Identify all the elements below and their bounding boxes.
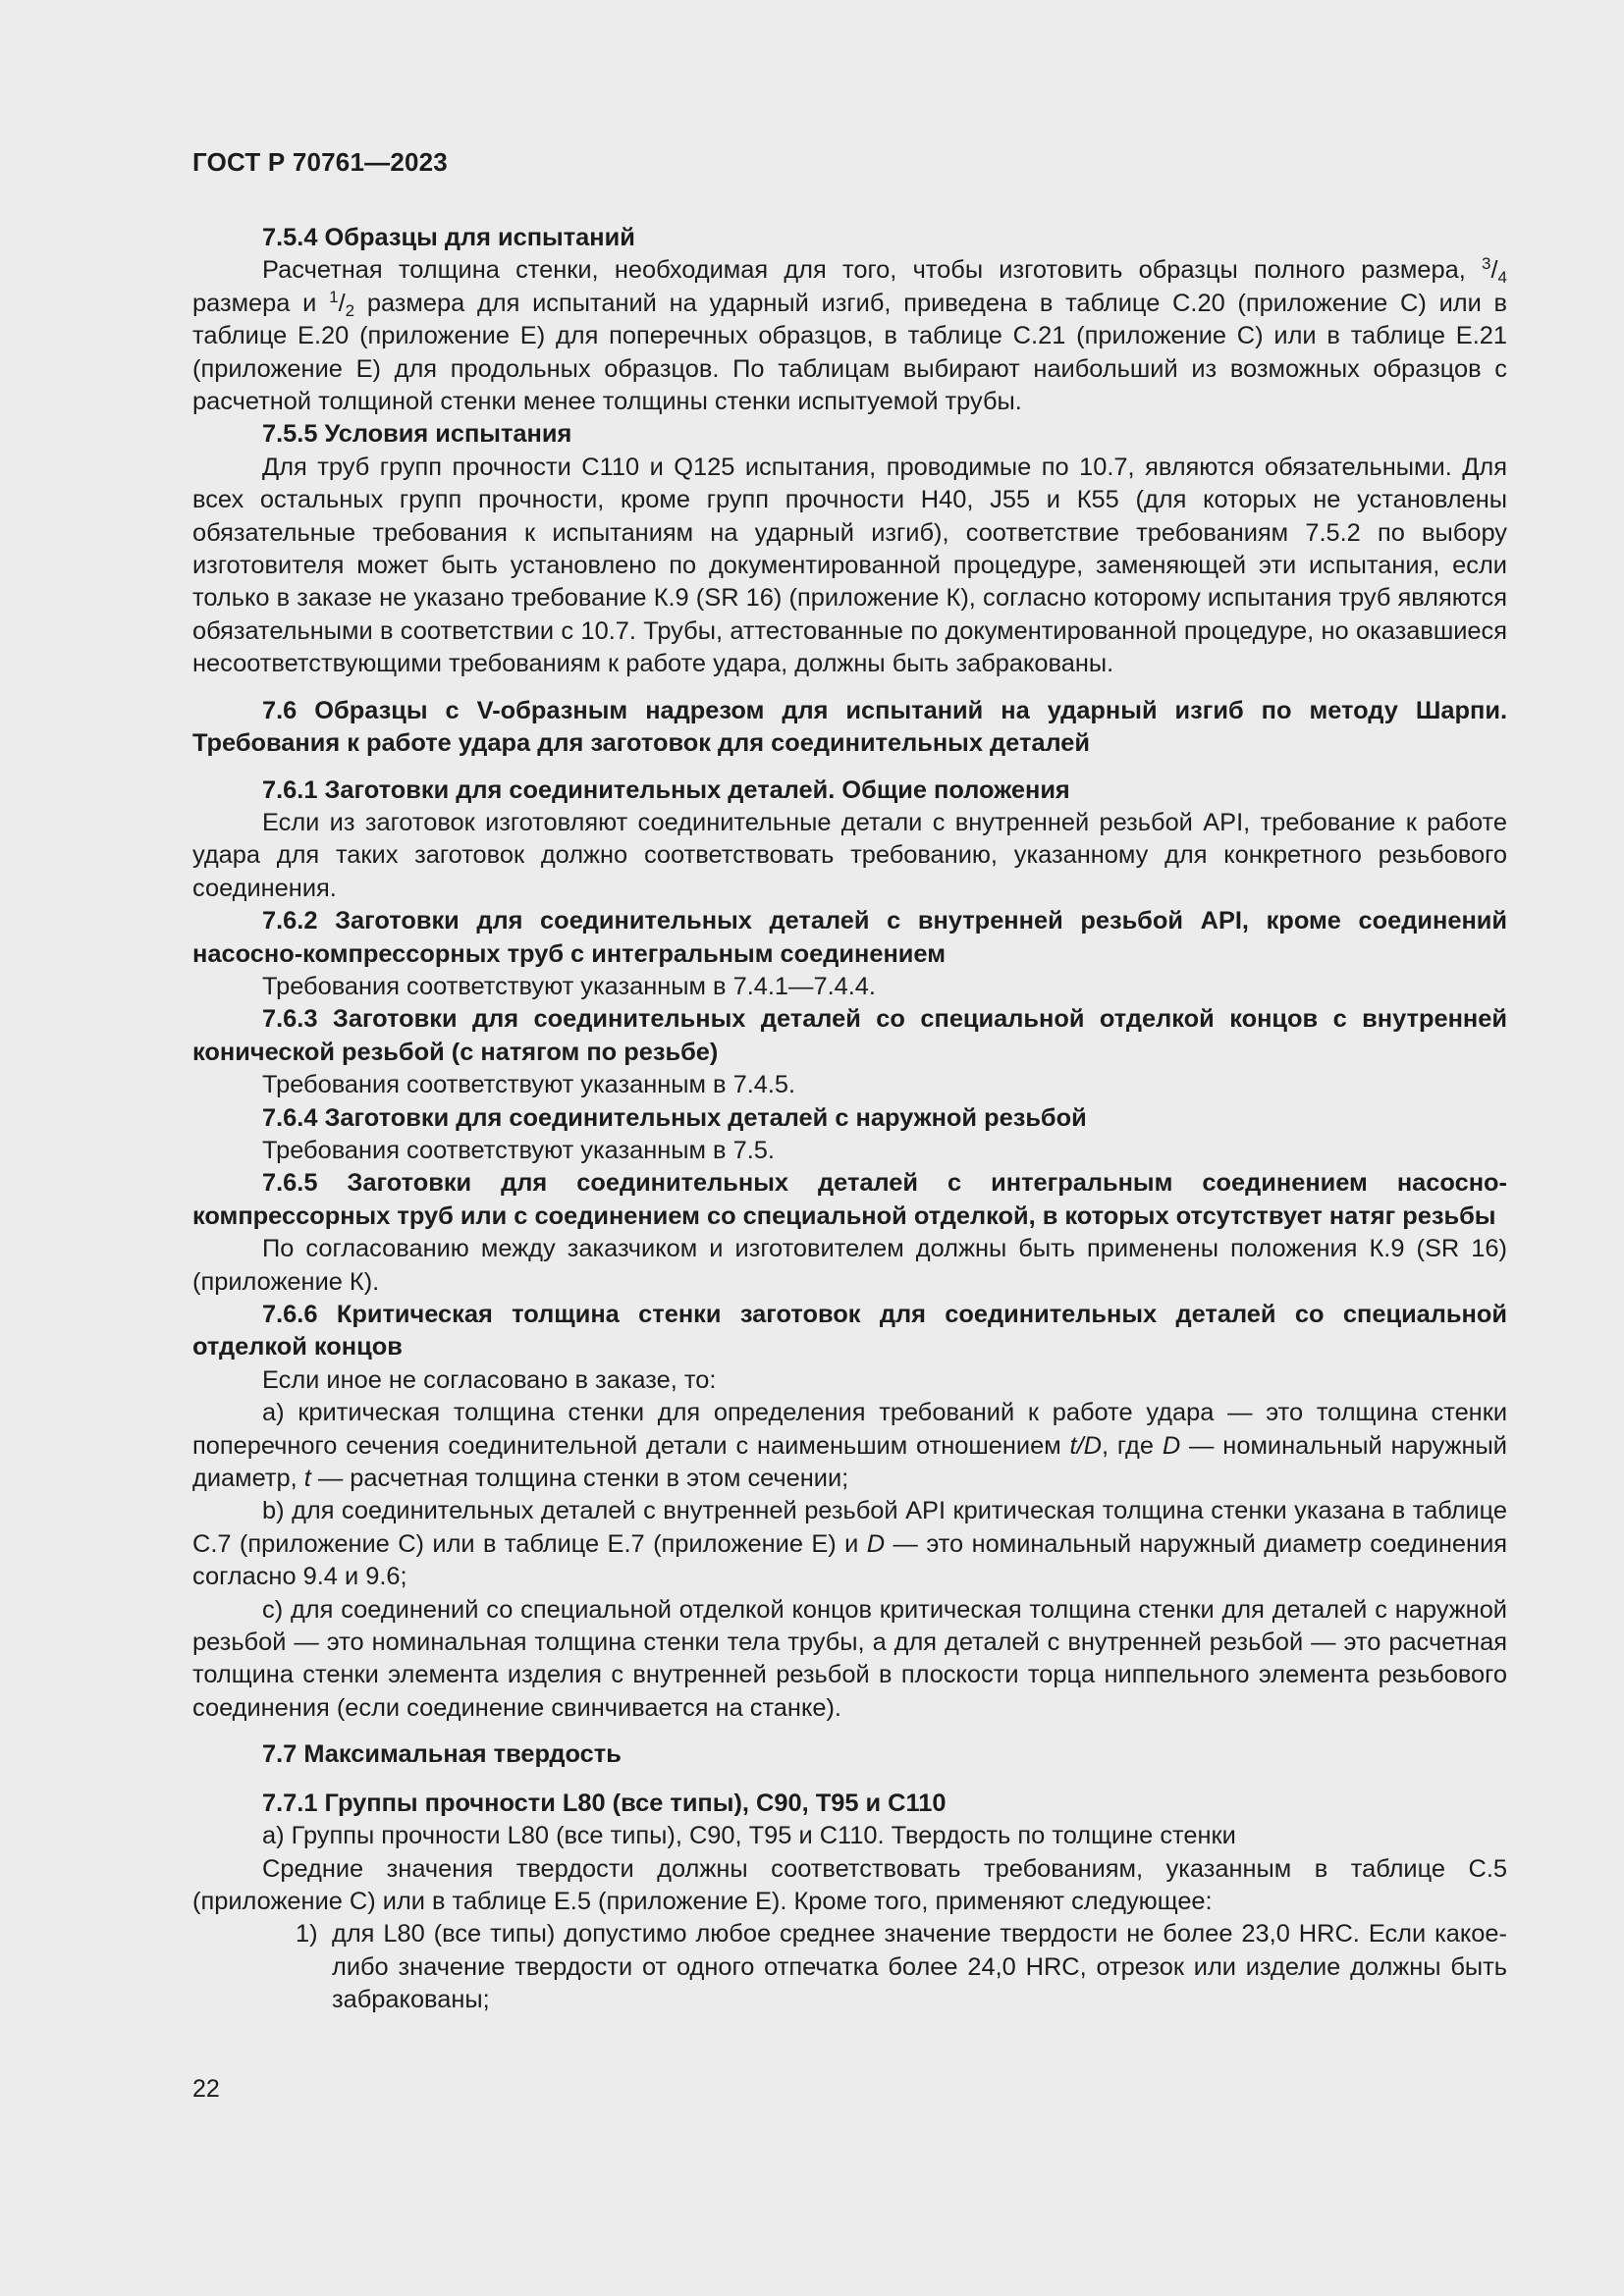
section-7-6-4-paragraph: Требования соответствуют указанным в 7.5. [262, 1136, 775, 1164]
section-7-6-3-paragraph: Требования соответствуют указанным в 7.4.5. [262, 1071, 796, 1099]
section-7-6-2-title: 7.6.2 Заготовки для соединительных деталей с внутренней резьбой API, кроме соединений насосно-компрессорных труб с интегральным соединением [192, 907, 1507, 968]
section-7-7-title: 7.7 Максимальная твердость [262, 1740, 622, 1769]
section-7-6-1-title: 7.6.1 Заготовки для соединительных деталей. Общие положения [262, 775, 1070, 804]
section-7-7-1-paragraph: Средние значения твердости должны соответствовать требованиям, указанным в таблице С.5 (приложение С) или в таблице Е.5 (приложение Е). Кроме того, применяют следующее: [192, 1854, 1507, 1915]
section-7-7-1-list-item-1: 1) для L80 (все типы) допустимо любое среднее значение твердости не более 23,0 HRC. Если какое-либо значение твердости от одного отпечатка более 24,0 HRC, отрезок или изделие должны быть забракованы; [296, 1920, 1507, 2014]
section-7-6-title: 7.6 Образцы с V-образным надрезом для испытаний на ударный изгиб по методу Шарпи. Требования к работе удара для заготовок для соединительных деталей [192, 696, 1507, 758]
section-7-5-4-paragraph: Расчетная толщина стенки, необходимая для того, чтобы изготовить образцы полного размера, $^3/_4$ размера и $^1/_2$ размера для испытаний на ударный изгиб, приведена в таблице С.20 (приложение С) или в таблице Е.20 (приложение Е) для поперечных образцов, в таблице С.21 (приложение С) или в таблице Е.21 (приложение Е) для продольных образцов. По таблицам выбирают наибольший из возможных образцов с расчетной толщиной стенки менее толщины стенки испытуемой трубы. [192, 254, 1507, 416]
section-7-5-4-title: 7.5.4 Образцы для испытаний [262, 224, 635, 251]
section-7-7-1-title: 7.7.1 Группы прочности L80 (все типы), С90, Т95 и С110 [262, 1789, 947, 1817]
section-7-6-6-intro: Если иное не согласовано в заказе, то: [262, 1365, 717, 1394]
section-7-6-4-title: 7.6.4 Заготовки для соединительных деталей с наружной резьбой [262, 1103, 1087, 1132]
section-7-6-6-item-a: а) критическая толщина стенки для определения требований к работе удара — это толщина стенки поперечного сечения соединительной детали с наименьшим отношением t/D, где D — номинальный наружный диаметр, t — расчетная толщина стенки в этом сечении; [192, 1399, 1507, 1493]
fraction-denominator: 4 [1497, 268, 1507, 288]
section-7-6-6-item-c: с) для соединений со специальной отделкой концов критическая толщина стенки для деталей с наружной резьбой — это номинальная толщина стенки тела трубы, а для деталей с внутренней резьбой — это расчетная толщина стенки элемента изделия с внутренней резьбой в плоскости торца ниппельного элемента резьбового соединения (если соединение свинчивается на станке). [192, 1595, 1507, 1722]
section-7-7-1-item-a: а) Группы прочности L80 (все типы), С90, Т95 и С110. Твердость по толщине стенки [262, 1822, 1236, 1850]
document-header: ГОСТ Р 70761—2023 [192, 147, 448, 177]
fraction-denominator: 2 [345, 300, 355, 320]
section-7-6-5-title: 7.6.5 Заготовки для соединительных деталей с интегральным соединением насосно-компрессорных труб или с соединением со специальной отделкой, в которых отсутствует натяг резьбы [192, 1169, 1507, 1230]
fraction-numerator: 1 [329, 287, 339, 306]
section-7-6-6-item-b: b) для соединительных деталей с внутренней резьбой API критическая толщина стенки указана в таблице С.7 (приложение С) или в таблице Е.7 (приложение Е) и D — это номинальный наружный диаметр соединения согласно 9.4 и 9.6; [192, 1497, 1508, 1591]
page-number: 22 [192, 2075, 220, 2103]
section-7-6-3-title: 7.6.3 Заготовки для соединительных деталей со специальной отделкой концов с внутренней конической резьбой (с натягом по резьбе) [192, 1005, 1507, 1066]
section-7-6-1-paragraph: Если из заготовок изготовляют соединительные детали с внутренней резьбой API, требование к работе удара для таких заготовок должно соответствовать требованию, указанному для конкретного резьбового соединения. [192, 808, 1507, 902]
section-7-6-5-paragraph: По согласованию между заказчиком и изготовителем должны быть применены положения К.9 (SR 16) (приложение К). [192, 1235, 1507, 1296]
section-7-5-5-title: 7.5.5 Условия испытания [262, 420, 572, 449]
list-item-number: 1) [296, 1920, 318, 1949]
section-7-6-2-paragraph: Требования соответствуют указанным в 7.4.1—7.4.4. [262, 972, 876, 1000]
section-7-6-6-title: 7.6.6 Критическая толщина стенки заготовок для соединительных деталей со специальной отделкой концов [192, 1301, 1507, 1362]
fraction-numerator: 3 [1482, 254, 1491, 274]
document-body [192, 222, 1507, 2017]
section-7-5-5-paragraph: Для труб групп прочности С110 и Q125 испытания, проводимые по 10.7, являются обязательными. Для всех остальных групп прочности, кроме групп прочности Н40, J55 и К55 (для которых не установлены обязательные требования к испытаниям на ударный изгиб), соответствие требованиям 7.5.2 по выбору изготовителя может быть установлено по документированной процедуре, заменяющей эти испытания, если только в заказе не указано требование К.9 (SR 16) (приложение К), согласно которому испытания труб являются обязательными в соответствии с 10.7. Трубы, аттестованные по документированной процедуре, но оказавшиеся несоответствующими требованиям к работе удара, должны быть забракованы. [192, 453, 1507, 678]
